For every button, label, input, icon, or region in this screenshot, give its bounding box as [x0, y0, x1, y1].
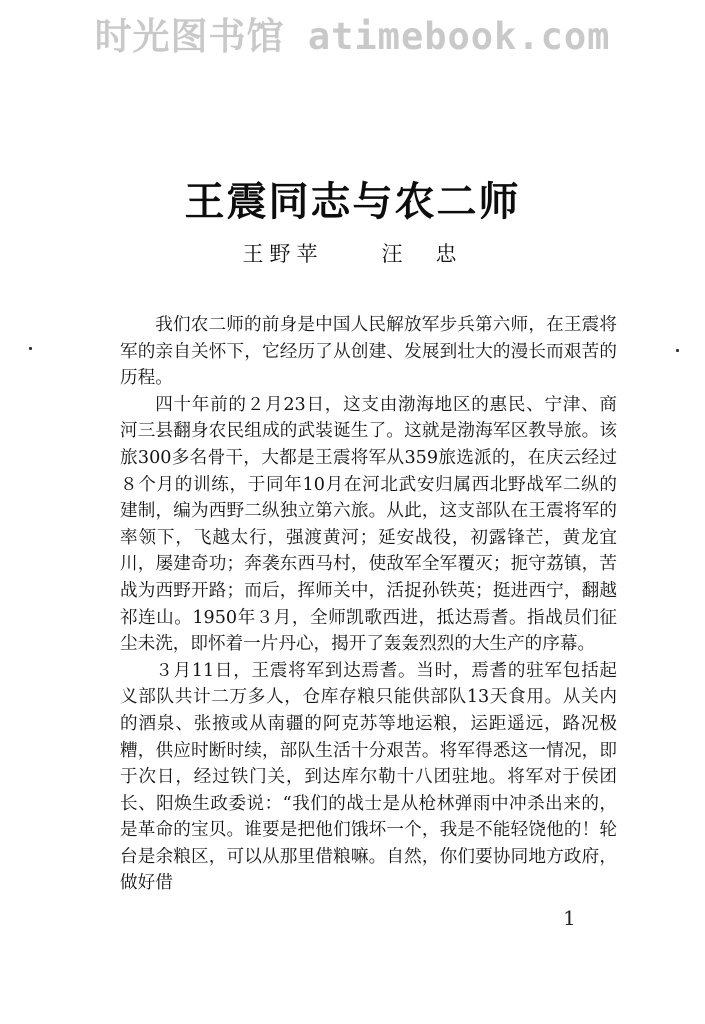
body-paragraph: 四十年前的２月23日，这支由渤海地区的惠民、宁津、商河三县翻身农民组成的武装诞生了。这就是渤海军区教导旅。该旅300多名骨干，大都是王震将军从359旅选派的，在庆云经过８个月的训练，于同年10月在河北武安归属西北野战军二纵的建制，编为西野二纵独立第六旅。从此，这支部队在王震将军的率领下，飞越太行，强渡黄河；延安战役，初露锋芒，黄龙宜川，屡建奇功；奔袭东西马村，使敌军全军覆灭；扼守荔镇，苦战为西野开路；而后，挥师关中，活捉孙铁英；挺进西宁，翻越祁连山。1950年３月，全师凯歌西进，抵达焉耆。指战员们征尘未洗，即怀着一片丹心，揭开了轰轰烈烈的大生产的序幕。 — [120, 394, 617, 655]
author-name: 王野苹 — [242, 242, 324, 266]
author-line — [0, 238, 705, 268]
author-name: 汪 忠 — [381, 242, 463, 266]
body-paragraph: 我们农二师的前身是中国人民解放军步兵第六师，在王震将军的亲自关怀下，它经历了从创建、发展到壮大的漫长而艰苦的历程。 — [120, 315, 617, 389]
article-body — [120, 312, 617, 897]
scan-speck — [676, 349, 679, 352]
watermark: 时光图书馆 atimebook.com — [94, 15, 611, 58]
scan-speck — [29, 347, 32, 350]
page-number: 1 — [563, 906, 576, 930]
body-paragraph: ３月11日，王震将军到达焉耆。当时，焉耆的驻军包括起义部队共计二万多人，仓库存粮只能供部队13天食用。从关内的酒泉、张掖或从南疆的阿克苏等地运粮，运距遥远，路况极糟，供应时断时续，部队生活十分艰苦。将军得悉这一情况，即于次日，经过铁门关，到达库尔勒十八团驻地。将军对于侯团长、阳焕生政委说：“我们的战士是从枪林弹雨中冲杀出来的，是革命的宝贝。谁要是把他们饿坏一个，我是不能轻饶他的！轮台是余粮区，可以从那里借粮嘛。自然，你们要协同地方政府，做好借 — [120, 660, 617, 894]
article-title: 王震同志与农二师 — [184, 179, 521, 225]
